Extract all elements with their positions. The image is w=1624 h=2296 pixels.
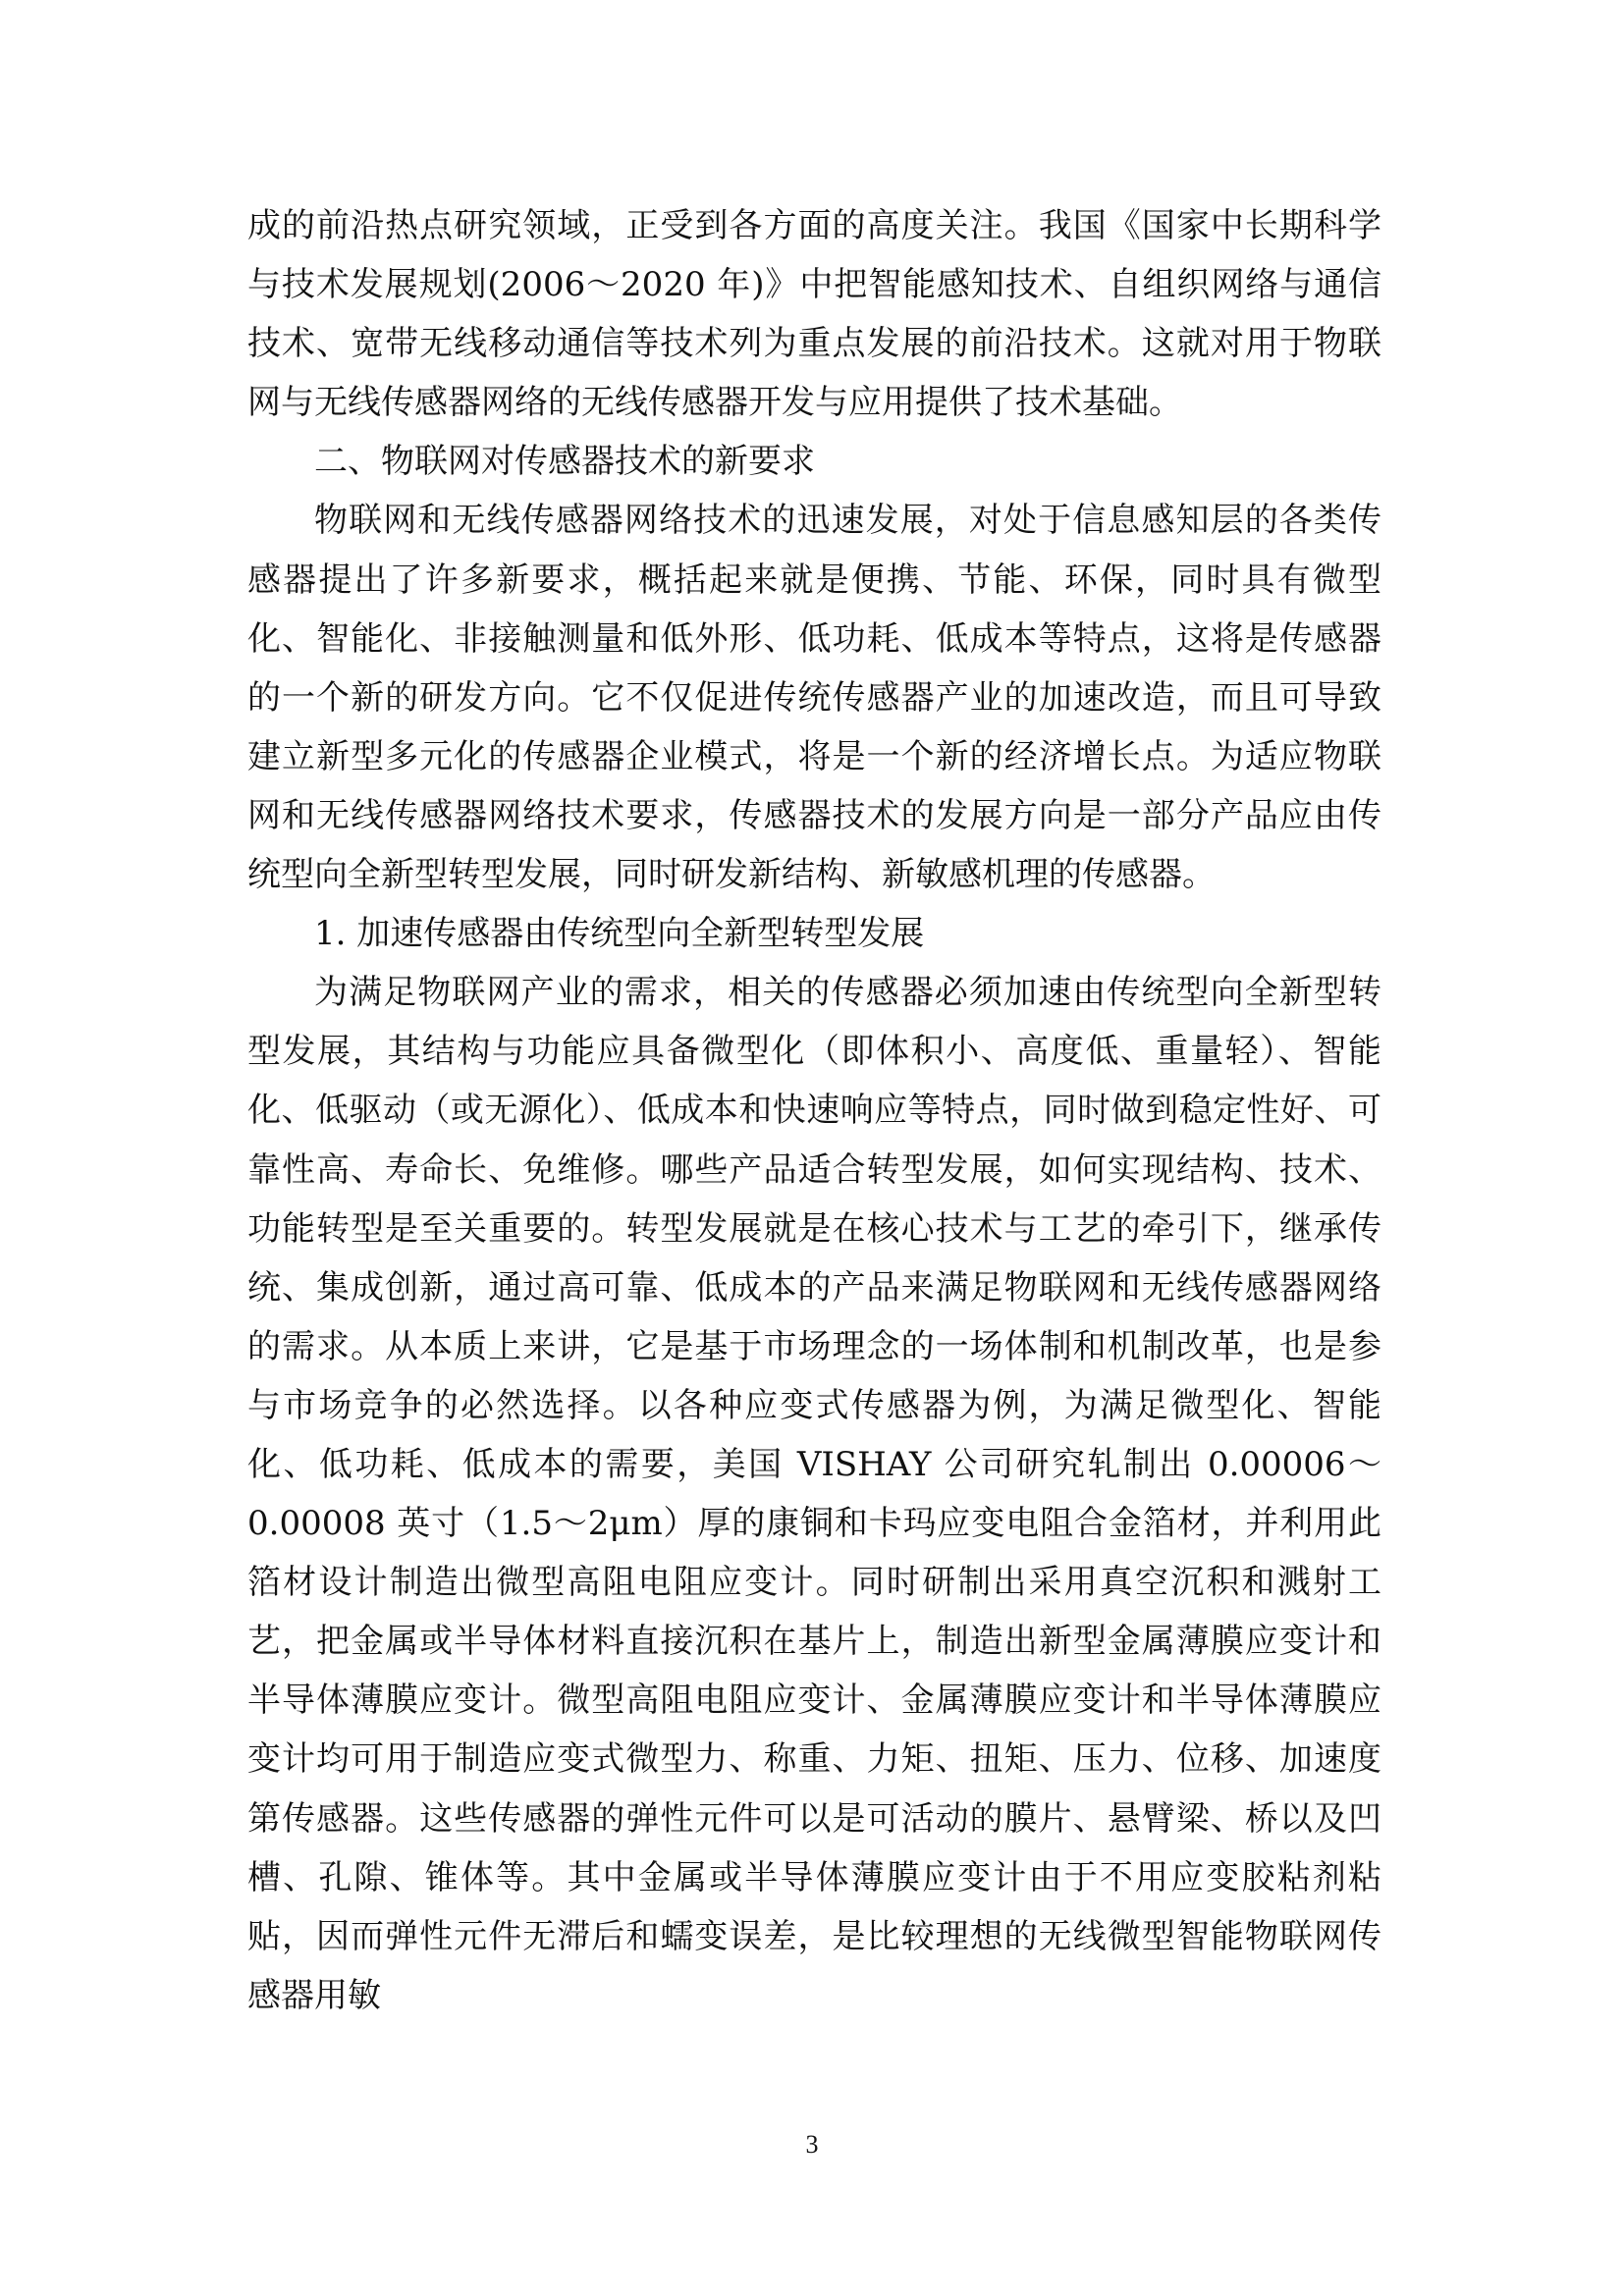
subsection-heading: 1. 加速传感器由传统型向全新型转型发展	[314, 914, 925, 954]
paragraph: 为满足物联网产业的需求，相关的传感器必须加速由传统型向全新型转型发展，其结构与功能应具备微型化（即体积小、高度低、重量轻）、智能化、低驱动（或无源化）、低成本和快速响应等特点，同时做到稳定性好、可靠性高、寿命长、免维修。哪些产品适合转型发展，如何实现结构、技术、功能转型是至关重要的。转型发展就是在核心技术与工艺的牵引下，继承传统、集成创新，通过高可靠、低成本的产品来满足物联网和无线传感器网络的需求。从本质上来讲，它是基于市场理念的一场体制和机制改革，也是参与市场竞争的必然选择。以各种应变式传感器为例，为满足微型化、智能化、低功耗、低成本的需要，美国 VISHAY 公司研究轧制出 0.00006～0.00008 英寸（1.5～2μm）厚的康铜和卡玛应变电阻合金箔材，并利用此箔材设计制造出微型高阻电阻应变计。同时研制出采用真空沉积和溅射工艺，把金属或半导体材料直接沉积在基片上，制造出新型金属薄膜应变计和半导体薄膜应变计。微型高阻电阻应变计、金属薄膜应变计和半导体薄膜应变计均可用于制造应变式微型力、称重、力矩、扭矩、压力、位移、加速度第传感器。这些传感器的弹性元件可以是可活动的膜片、悬臂梁、桥以及凹槽、孔隙、锥体等。其中金属或半导体薄膜应变计由于不用应变胶粘剂粘贴，因而弹性元件无滞后和蠕变误差，是比较理想的无线微型智能物联网传感器用敏	[247, 973, 1381, 2015]
paragraph: 物联网和无线传感器网络技术的迅速发展，对处于信息感知层的各类传感器提出了许多新要求，概括起来就是便携、节能、环保，同时具有微型化、智能化、非接触测量和低外形、低功耗、低成本等特点，这将是传感器的一个新的研发方向。它不仅促进传统传感器产业的加速改造，而且可导致建立新型多元化的传感器企业模式，将是一个新的经济增长点。为适应物联网和无线传感器网络技术要求，传感器技术的发展方向是一部分产品应由传统型向全新型转型发展，同时研发新结构、新敏感机理的传感器。	[247, 501, 1381, 895]
body-text	[247, 196, 1381, 2025]
section-heading: 二、物联网对传感器技术的新要求	[314, 442, 815, 482]
page-number: 3	[805, 2130, 819, 2159]
paragraph-continuation: 成的前沿热点研究领域，正受到各方面的高度关注。我国《国家中长期科学与技术发展规划(2006～2020 年)》中把智能感知技术、自组织网络与通信技术、宽带无线移动通信等技术列为重点发展的前沿技术。这就对用于物联网与无线传感器网络的无线传感器开发与应用提供了技术基础。	[247, 206, 1381, 423]
